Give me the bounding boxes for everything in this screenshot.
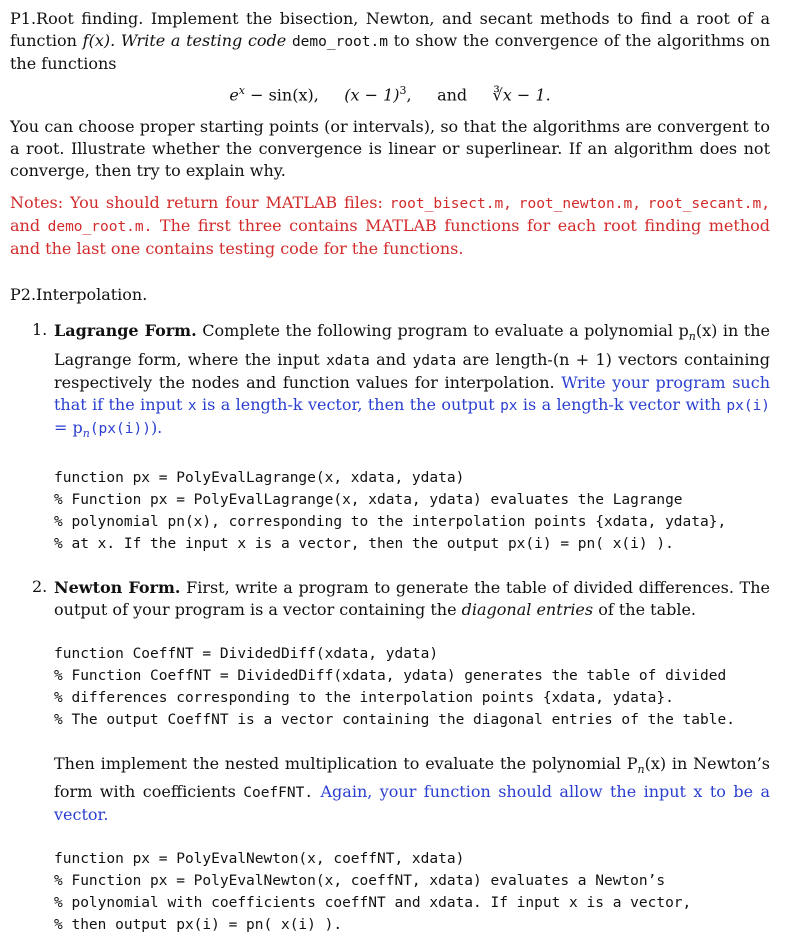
- lagrange-code: [10, 467, 770, 555]
- code-line: % differences corresponding to the interpolation points {xdata, ydata}.: [54, 689, 674, 706]
- divided-diff-code: [10, 643, 770, 731]
- function-equations: $e^x - \sin(x)$, $(x - 1)^3$, and ∛x − 1.: [229, 84, 551, 105]
- code-line: % then output px(i) = pn( x(i) ).: [54, 916, 343, 933]
- code-line: % polynomial with coefficients coeffNT and xdata. If input x is a vector,: [54, 894, 692, 911]
- newton-nested-description: Then implement the nested multiplication to evaluate the polynomial $P_n(x)$ in Newton’s form with coefficients CoefFNT. Again, your function should allow the input x to be a vector.: [54, 753, 770, 824]
- item-newton: 2. Newton Form. First, write a program to generate the table of divided differences. The output of your program is a vector containing the diagonal entries of the table. function CoeffNT = DividedDiff(xdata, ydata) % Function CoeffNT = DividedDiff(xdata, ydata) generates the table of divided % differences corresponding to the interpolation points {xdata, ydata}. % The output CoeffNT is a vector containing the diagonal entries of the table. Then implement the nested multiplication to evaluate the polynomial $P_n(x)$ in Newton’s form with coefficients CoefFNT. Again, your function should allow the input x to be a vector. function px = PolyEvalNewton(x, coeffNT, xdata) % Function px = PolyEvalNewton(x, coeffNT, xdata) evaluates a Newton’s % polynomial with coefficients coeffNT and xdata. If input x is a vector, % then output px(i) = pn( x(i) ).: [10, 577, 770, 936]
- file-demo-root: demo_root.m: [291, 34, 388, 50]
- p1-notes: Notes: You should return four MATLAB files: root_bisect.m, root_newton.m, root_secant.m, and demo_root.m. The first three contains MATLAB functions for each root finding method and the last one contains testing code for the functions.: [10, 193, 770, 259]
- code-line: % Function px = PolyEvalLagrange(x, xdata, ydata) evaluates the Lagrange: [54, 491, 683, 508]
- p1-para2: You can choose proper starting points (or intervals), so that the algorithms are convergent to a root. Illustrate whether the convergence is linear or superlinear. If an algorithm does not converge, then try to explain why.: [10, 117, 770, 181]
- code-line: % Function CoeffNT = DividedDiff(xdata, ydata) generates the table of divided: [54, 667, 727, 684]
- newton-eval-code: [10, 848, 770, 936]
- p1-intro: P1.Root finding. Implement the bisection, Newton, and secant methods to find a root of a function f(x). Write a testing code demo_root.m to show the convergence of the algorithms on the functions: [10, 9, 771, 73]
- p1-title: P1.Root finding.: [10, 9, 144, 28]
- p2-title: P2.Interpolation.: [10, 285, 148, 305]
- code-line: function px = PolyEvalLagrange(x, xdata, ydata): [54, 469, 465, 486]
- document-page: [10, 8, 770, 936]
- code-line: % at x. If the input x is a vector, then the output px(i) = pn( x(i) ).: [54, 535, 674, 552]
- lagrange-description: Lagrange Form. Complete the following program to evaluate a polynomial $p_n(x)$ in the Lagrange form, where the input xdata and ydata are length-(n + 1) vectors containing respectively the nodes and function values for interpolation. Write your program such that if the input x is a length-k vector, then the output px is a length-k vector with $px(i) = p_n(px(i))$).: [54, 321, 771, 440]
- newton-description: Newton Form. First, write a program to generate the table of divided differences. The output of your program is a vector containing the diagonal entries of the table.: [54, 577, 770, 619]
- item-lagrange: 1. Lagrange Form. Complete the following program to evaluate a polynomial $p_n(x)$ in the Lagrange form, where the input xdata and ydata are length-(n + 1) vectors containing respectively the nodes and function values for interpolation. Write your program such that if the input x is a length-k vector, then the output px is a length-k vector with $px(i) = p_n(px(i))$). function px = PolyEvalLagrange(x, xdata, ydata) % Function px = PolyEvalLagrange(x, xdata, ydata) evaluates the Lagrange % polynomial pn(x), corresponding to the interpolation points {xdata, ydata}, % at x. If the input x is a vector, then the output px(i) = pn( x(i) ).: [10, 320, 770, 554]
- code-line: % Function px = PolyEvalNewton(x, coeffNT, xdata) evaluates a Newton’s: [54, 872, 666, 889]
- code-line: function px = PolyEvalNewton(x, coeffNT, xdata): [54, 850, 465, 867]
- code-line: % polynomial pn(x), corresponding to the interpolation points {xdata, ydata},: [54, 513, 727, 530]
- code-line: % The output CoeffNT is a vector containing the diagonal entries of the table.: [54, 711, 735, 728]
- code-line: function CoeffNT = DividedDiff(xdata, ydata): [54, 645, 439, 662]
